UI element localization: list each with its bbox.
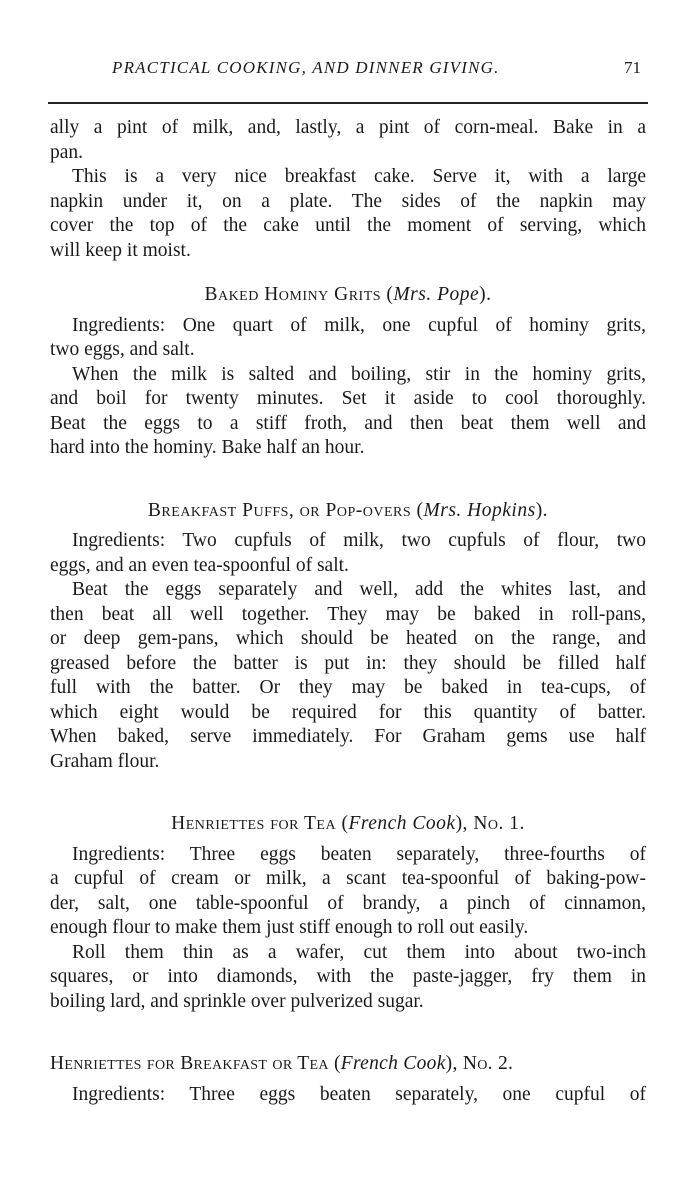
paragraph bbox=[50, 165, 646, 263]
text-line: enough flour to make them just stiff enough to roll out easily. bbox=[50, 917, 529, 938]
text-line: This is a very nice breakfast cake. Serve it, with a large bbox=[72, 166, 646, 187]
text-line: Ingredients: Three eggs beaten separately, one cupful of bbox=[72, 1083, 646, 1105]
heading-open: ( bbox=[328, 1053, 341, 1074]
heading-close: ). bbox=[535, 499, 549, 521]
page-body bbox=[50, 116, 646, 1107]
heading-suffix: No. 2. bbox=[457, 1053, 514, 1074]
heading-author: Mrs. Pope bbox=[393, 284, 480, 305]
heading-suffix: No. 1. bbox=[467, 813, 525, 834]
text-line: full with the batter. Or they may be baked in tea-cups, of bbox=[50, 677, 646, 698]
text-line: will keep it moist. bbox=[50, 239, 191, 261]
text-line: der, salt, one table-spoonful of brandy, a pinch of cinnamon, bbox=[50, 892, 646, 914]
text-line: Ingredients: Two cupfuls of milk, two cupfuls of flour, two bbox=[72, 530, 646, 551]
page-number: 71 bbox=[624, 58, 641, 77]
recipe-heading bbox=[50, 499, 646, 524]
text-line: ally a pint of milk, and, lastly, a pint of corn-meal. Bake in a bbox=[50, 117, 646, 138]
text-line: and boil for twenty minutes. Set it aside to cool thoroughly. bbox=[50, 388, 646, 409]
text-line: greased before the batter is put in: they should be filled half bbox=[50, 652, 646, 674]
text-line: then beat all well together. They may be baked in roll-pans, bbox=[50, 603, 646, 625]
text-line: Ingredients: One quart of milk, one cupful of hominy grits, bbox=[72, 314, 646, 336]
paragraph bbox=[50, 314, 646, 363]
heading-close: ), bbox=[455, 813, 468, 834]
heading-author: French Cook bbox=[340, 1053, 446, 1074]
text-line: Roll them thin as a wafer, cut them into about two-inch bbox=[72, 941, 646, 963]
paragraph bbox=[50, 529, 646, 578]
heading-open: ( bbox=[336, 813, 349, 834]
heading-author: Mrs. Hopkins bbox=[423, 499, 536, 521]
heading-close: ). bbox=[479, 284, 492, 305]
text-line: squares, or into diamonds, with the paste-jagger, fry them in bbox=[50, 966, 646, 987]
text-line: When baked, serve immediately. For Graham gems use half bbox=[50, 726, 646, 747]
text-line: eggs, and an even tea-spoonful of salt. bbox=[50, 554, 349, 576]
heading-close: ), bbox=[445, 1053, 458, 1074]
paragraph bbox=[50, 578, 646, 774]
header-rule bbox=[48, 102, 648, 104]
heading-title: Henriettes for Breakfast or Tea bbox=[50, 1053, 329, 1074]
text-line: or deep gem-pans, which should be heated on the range, and bbox=[50, 628, 646, 649]
text-line: napkin under it, on a plate. The sides of the napkin may bbox=[50, 190, 646, 212]
text-line: which eight would be required for this quantity of batter. bbox=[50, 701, 646, 723]
text-line: two eggs, and salt. bbox=[50, 339, 195, 360]
text-line: hard into the hominy. Bake half an hour. bbox=[50, 437, 365, 458]
text-line: boiling lard, and sprinkle over pulverized sugar. bbox=[50, 990, 424, 1012]
heading-title: Henriettes for Tea bbox=[171, 813, 337, 834]
heading-author: French Cook bbox=[348, 813, 456, 834]
text-line: Beat the eggs separately and well, add the whites last, and bbox=[72, 579, 646, 600]
heading-title: Breakfast Puffs, or Pop-overs bbox=[147, 499, 412, 521]
paragraph bbox=[50, 843, 646, 941]
paragraph bbox=[50, 1083, 646, 1108]
text-line: a cupful of cream or milk, a scant tea-spoonful of baking-pow- bbox=[50, 868, 646, 889]
paragraph bbox=[50, 363, 646, 461]
text-line: Ingredients: Three eggs beaten separately, three-fourths of bbox=[72, 843, 646, 865]
text-line: cover the top of the cake until the moment of serving, which bbox=[50, 215, 646, 236]
heading-title: Baked Hominy Grits bbox=[204, 284, 382, 305]
recipe-heading bbox=[50, 1052, 646, 1077]
paragraph bbox=[50, 941, 646, 1015]
heading-open: ( bbox=[411, 499, 424, 521]
text-line: pan. bbox=[50, 141, 84, 163]
paragraph bbox=[50, 116, 646, 165]
recipe-heading bbox=[50, 283, 646, 308]
text-line: Beat the eggs to a stiff froth, and then beat them well and bbox=[50, 412, 646, 434]
text-line: Graham flour. bbox=[50, 750, 160, 772]
recipe-heading bbox=[50, 812, 646, 837]
running-head bbox=[112, 58, 645, 82]
running-title: PRACTICAL COOKING, AND DINNER GIVING. bbox=[112, 58, 500, 77]
heading-open: ( bbox=[381, 284, 394, 305]
text-line: When the milk is salted and boiling, stir in the hominy grits, bbox=[72, 363, 646, 385]
